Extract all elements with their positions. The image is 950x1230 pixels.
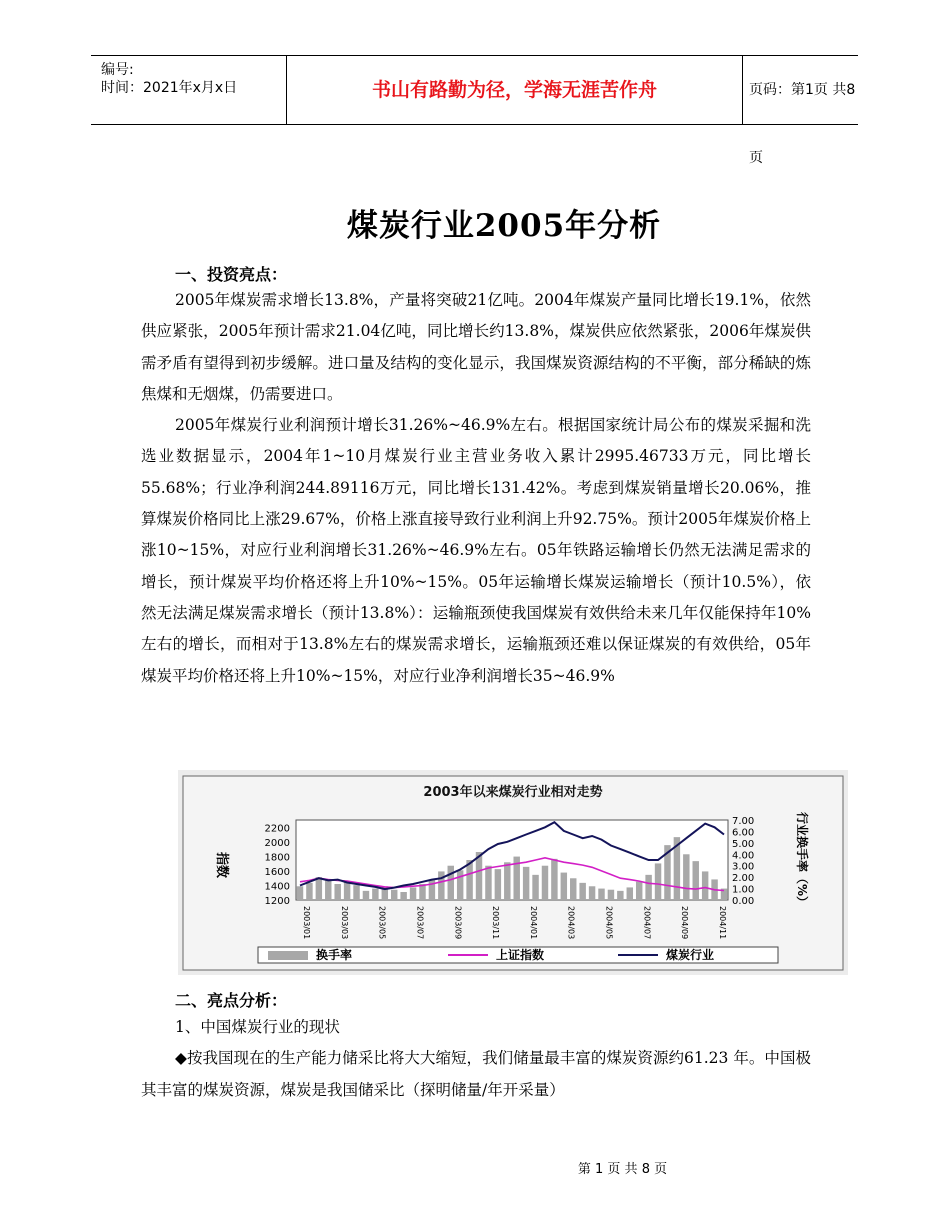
turnover-bar	[400, 892, 406, 900]
turnover-bar	[608, 890, 614, 900]
plot-area	[296, 820, 728, 900]
y2-tick-label: 3.00	[732, 861, 755, 873]
turnover-bar	[325, 879, 331, 900]
y2-tick-label: 1.00	[732, 884, 755, 896]
turnover-bar	[561, 873, 567, 900]
turnover-bar	[542, 866, 548, 900]
serial-label: 编号:	[101, 62, 134, 78]
legend-label: 上证指数	[496, 948, 545, 962]
document-title: 煤炭行业2005年分析	[346, 208, 662, 244]
x-tick-label: 2004/07	[642, 906, 652, 940]
coal-trend-chart	[178, 770, 848, 975]
y2-tick-label: 5.00	[732, 838, 755, 850]
chart-title: 2003年以来煤炭行业相对走势	[423, 785, 603, 800]
turnover-bar	[683, 854, 689, 900]
page-footer: 第 1 页 共 8 页	[577, 1162, 668, 1177]
time-label: 时间：2021年x月x日	[101, 80, 238, 96]
turnover-bar	[391, 890, 397, 900]
y2-tick-label: 7.00	[732, 816, 755, 827]
turnover-bar	[429, 879, 435, 900]
turnover-bar	[438, 871, 444, 900]
section-2-body	[141, 1012, 811, 1106]
x-tick-label: 2003/01	[302, 906, 311, 940]
page-header	[91, 55, 858, 166]
chart-svg	[178, 770, 848, 975]
turnover-bar	[617, 891, 623, 900]
turnover-bar	[410, 887, 416, 900]
turnover-bar	[523, 867, 529, 900]
turnover-bar	[353, 885, 359, 900]
y2-tick-label: 6.00	[732, 827, 755, 839]
turnover-bar	[448, 866, 454, 900]
motto: 书山有路勤为径，学海无涯苦作舟	[286, 56, 743, 124]
turnover-bar	[645, 875, 651, 900]
y2-axis-label: 行业换手率（%）	[795, 811, 809, 909]
section-heading-1: 一、投资亮点：	[175, 265, 288, 284]
y-tick-label: 1400	[264, 881, 290, 893]
turnover-bar	[334, 884, 340, 900]
turnover-bar	[627, 887, 633, 900]
x-tick-label: 2003/03	[339, 906, 349, 940]
paragraph: 2005年煤炭需求增长13.8%，产量将突破21亿吨。2004年煤炭产量同比增长19.1%，依然供应紧张，2005年预计需求21.04亿吨，同比增长约13.8%，煤炭供应依然紧张，2006年煤炭供需矛盾有望得到初步缓解。进口量及结构的变化显示，我国煤炭资源结构的不平衡，部分稀缺的炼焦煤和无烟煤，仍需要进口。	[141, 291, 811, 403]
legend-swatch	[268, 951, 308, 960]
x-tick-label: 2004/05	[604, 906, 614, 940]
turnover-bar	[363, 891, 369, 900]
y-tick-label: 2200	[264, 823, 290, 835]
legend-label: 煤炭行业	[666, 948, 715, 962]
page-info: 页码：第1页 共8页	[749, 82, 856, 166]
turnover-bar	[495, 869, 501, 900]
x-tick-label: 2003/07	[415, 906, 425, 940]
turnover-bar	[372, 889, 378, 900]
turnover-bar	[485, 866, 491, 900]
turnover-bar	[598, 889, 604, 900]
turnover-bar	[655, 863, 661, 900]
paragraph: 2005年煤炭行业利润预计增长31.26%~46.9%左右。根据国家统计局公布的煤炭采掘和洗选业数据显示，2004年1~10月煤炭行业主营业务收入累计2995.46733万元，同比增长55.68%；行业净利润244.89116万元，同比增长131.42%。考虑到煤炭销量增长20.06%，推算煤炭价格同比上涨29.67%，价格上涨直接导致行业利润上升92.75%。预计2005年煤炭价格上涨10~15%，对应行业利润增长31.26%~46.9%左右。05年铁路运输增长仍然无法满足需求的增长，预计煤炭平均价格还将上升10%~15%。05年运输增长煤炭运输增长（预计10.5%），依然无法满足煤炭需求增长（预计13.8%）：运输瓶颈使我国煤炭有效供给未来几年仅能保持年10%左右的增长，而相对于13.8%左右的煤炭需求增长，运输瓶颈还难以保证煤炭的有效供给，05年煤炭平均价格还将上升10%~15%，对应行业净利润增长35~46.9%	[141, 416, 811, 685]
x-tick-label: 2004/03	[566, 906, 576, 940]
header-meta	[91, 56, 286, 124]
turnover-bar	[702, 871, 708, 900]
turnover-bar	[532, 875, 538, 900]
legend-label: 换手率	[316, 948, 353, 962]
y-tick-label: 1800	[264, 852, 290, 864]
y2-ticks	[732, 816, 754, 907]
x-tick-label: 2003/11	[491, 906, 501, 940]
section-heading-2: 二、亮点分析：	[175, 991, 288, 1010]
y-tick-label: 1600	[264, 866, 290, 878]
x-tick-label: 2004/01	[528, 906, 538, 940]
y-tick-label: 2000	[264, 837, 290, 849]
turnover-bar	[579, 883, 585, 900]
subheading: 1、中国煤炭行业的现状	[175, 1018, 340, 1036]
section-1-body	[141, 285, 811, 692]
turnover-bar	[306, 883, 312, 900]
x-tick-label: 2004/11	[718, 906, 727, 940]
turnover-bar	[693, 861, 699, 900]
turnover-bar	[636, 882, 642, 900]
turnover-bar	[297, 886, 303, 900]
turnover-bar	[589, 886, 595, 900]
y2-tick-label: 0.00	[732, 896, 755, 907]
turnover-bar	[504, 862, 510, 900]
turnover-bar	[344, 882, 350, 900]
x-tick-label: 2003/09	[453, 906, 463, 940]
y2-tick-label: 2.00	[732, 873, 755, 885]
turnover-bar	[551, 859, 557, 900]
y-tick-label: 1200	[264, 896, 290, 907]
turnover-bar	[457, 870, 463, 900]
bullet-paragraph: ◆按我国现在的生产能力储采比将大大缩短，我们储量最丰富的煤炭资源约61.23 年。中国极其丰富的煤炭资源，煤炭是我国储采比（探明储量/年开采量）	[141, 1049, 811, 1099]
turnover-bar	[570, 878, 576, 900]
x-tick-label: 2003/05	[377, 906, 387, 940]
y2-tick-label: 4.00	[732, 850, 755, 862]
x-tick-label: 2004/09	[680, 906, 690, 940]
y-axis-label: 指数	[214, 851, 229, 879]
turnover-bar	[316, 877, 322, 900]
